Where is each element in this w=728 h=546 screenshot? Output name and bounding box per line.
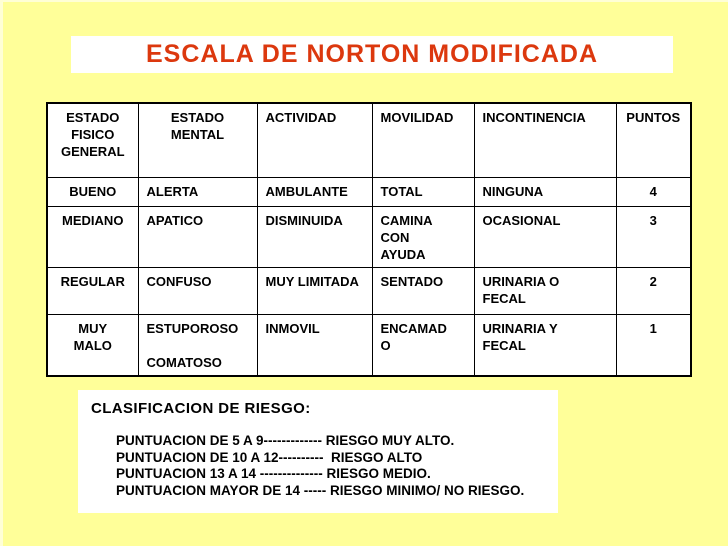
table-cell: NINGUNA [474,177,616,206]
table-cell: DISMINUIDA [257,206,372,267]
table-cell: MUY LIMITADA [257,267,372,314]
col-header-estado-mental: ESTADO MENTAL [138,103,257,177]
table-cell: TOTAL [372,177,474,206]
table-cell: MEDIANO [47,206,138,267]
table-cell: ALERTA [138,177,257,206]
table-cell: ENCAMAD O [372,314,474,376]
table-cell: URINARIA Y FECAL [474,314,616,376]
table-cell: MUY MALO [47,314,138,376]
title-bar [71,36,673,73]
table-cell: OCASIONAL [474,206,616,267]
table-header-row [47,103,691,177]
table-cell: BUENO [47,177,138,206]
norton-table-container [46,102,692,377]
risk-line-medio: PUNTUACION 13 A 14 -------------- RIESGO MEDIO. [116,466,431,481]
risk-classification-box [78,390,558,513]
col-header-incontinencia: INCONTINENCIA [474,103,616,177]
table-cell: APATICO [138,206,257,267]
table-cell: CONFUSO [138,267,257,314]
risk-lines [116,433,558,499]
table-row-mediano [47,206,691,267]
risk-box-title: CLASIFICACION DE RIESGO: [91,400,311,417]
risk-line-minimo: PUNTUACION MAYOR DE 14 ----- RIESGO MINIMO/ NO RIESGO. [116,482,525,498]
table-cell-puntos: 3 [616,206,691,267]
table-cell: CAMINA CON AYUDA [372,206,474,267]
table-row-muy-malo [47,314,691,376]
table-cell: ESTUPOROSO COMATOSO [138,314,257,376]
table-cell-puntos: 2 [616,267,691,314]
risk-line-muy-alto: PUNTUACION DE 5 A 9------------- RIESGO MUY ALTO. [116,433,455,448]
table-cell: AMBULANTE [257,177,372,206]
col-header-puntos: PUNTOS [616,103,691,177]
table-cell: SENTADO [372,267,474,314]
table-row-regular [47,267,691,314]
table-row-bueno [47,177,691,206]
table-cell: REGULAR [47,267,138,314]
table-cell-puntos: 1 [616,314,691,376]
table-cell: URINARIA O FECAL [474,267,616,314]
col-header-actividad: ACTIVIDAD [257,103,372,177]
table-cell: INMOVIL [257,314,372,376]
risk-line-alto: PUNTUACION DE 10 A 12---------- RIESGO ALTO [116,449,423,465]
norton-scale-table [46,102,692,377]
col-header-estado-fisico-general: ESTADO FISICO GENERAL [47,103,138,177]
page-title: ESCALA DE NORTON MODIFICADA [146,40,598,68]
table-cell-puntos: 4 [616,177,691,206]
col-header-movilidad: MOVILIDAD [372,103,474,177]
